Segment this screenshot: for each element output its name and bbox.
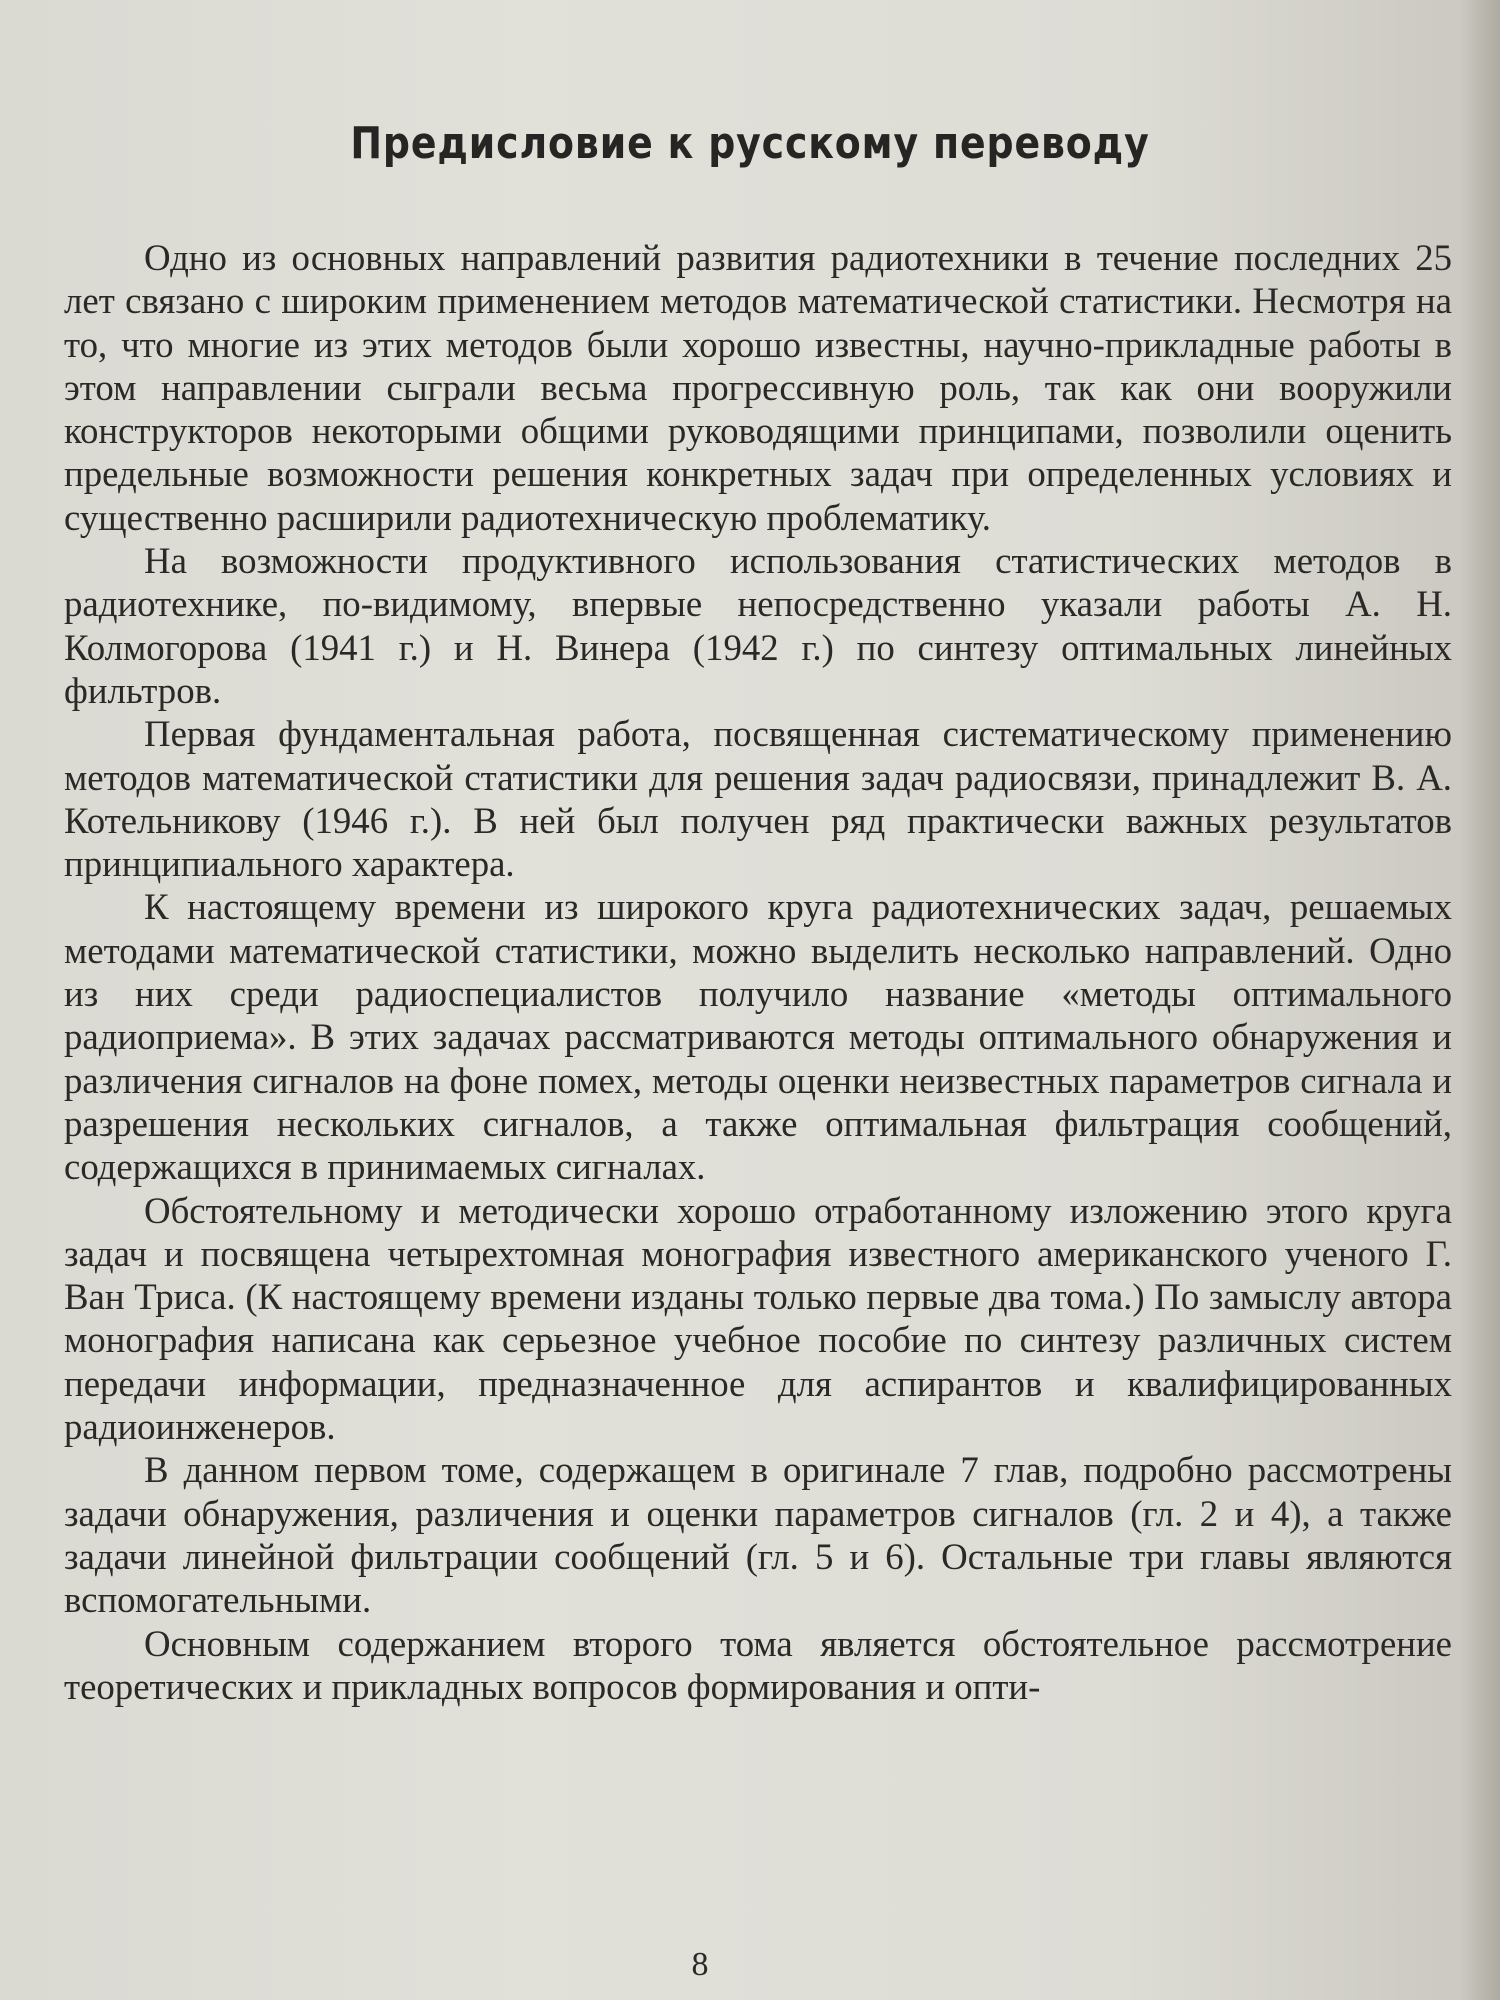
page-number: 8 bbox=[691, 1946, 709, 1983]
paragraph: В данном первом томе, содержащем в оригинале 7 глав, подробно рассмотрены задачи обнаружения, различения и оценки параметров сигналов (гл. 2 и 4), а также задачи линейной фильтрации сообщений (гл. 5 и 6). Остальные три главы являются вспомогательными. bbox=[64, 1449, 1452, 1621]
paragraph: Первая фундаментальная работа, посвященная систематическому применению методов математической статистики для решения задач радиосвязи, принадлежит В. А. Котельникову (1946 г.). В ней был получен ряд практически важных результатов принципиального характера. bbox=[64, 713, 1452, 885]
paragraph: К настоящему времени из широкого круга радиотехнических задач, решаемых методами математической статистики, можно выделить несколько направлений. Одно из них среди радиоспециалистов получило название «методы оптимального радиоприема». В этих задачах рассматриваются методы оптимального обнаружения и различения сигналов на фоне помех, методы оценки неизвестных параметров сигнала и разрешения нескольких сигналов, а также оптимальная фильтрация сообщений, содержащихся в принимаемых сигналах. bbox=[64, 886, 1452, 1188]
paragraph: Обстоятельному и методически хорошо отработанному изложению этого круга задач и посвящена четырехтомная монография известного американского ученого Г. Ван Триса. (К настоящему времени изданы только первые два тома.) По замыслу автора монография написана как серьезное учебное пособие по синтезу различных систем передачи информации, предназначенное для аспирантов и квалифицированных радиоинженеров. bbox=[64, 1189, 1452, 1448]
page-title: Предисловие к русскому переводу bbox=[350, 118, 1150, 169]
body-text bbox=[64, 236, 1452, 1708]
paragraph: Основным содержанием второго тома является обстоятельное рассмотрение теоретических и прикладных вопросов формирования и опти- bbox=[64, 1622, 1452, 1707]
paragraph: Одно из основных направлений развития радиотехники в течение последних 25 лет связано с широким применением методов математической статистики. Несмотря на то, что многие из этих методов были хорошо известны, научно-прикладные работы в этом направлении сыграли весьма прогрессивную роль, так как они вооружили конструкторов некоторыми общими руководящими принципами, позволили оценить предельные возможности решения конкретных задач при определенных условиях и существенно расширили радиотехническую проблематику. bbox=[64, 237, 1452, 538]
paragraph: На возможности продуктивного использования статистических методов в радиотехнике, по-видимому, впервые непосредственно указали работы А. Н. Колмогорова (1941 г.) и Н. Винера (1942 г.) по синтезу оптимальных линейных фильтров. bbox=[64, 540, 1452, 711]
